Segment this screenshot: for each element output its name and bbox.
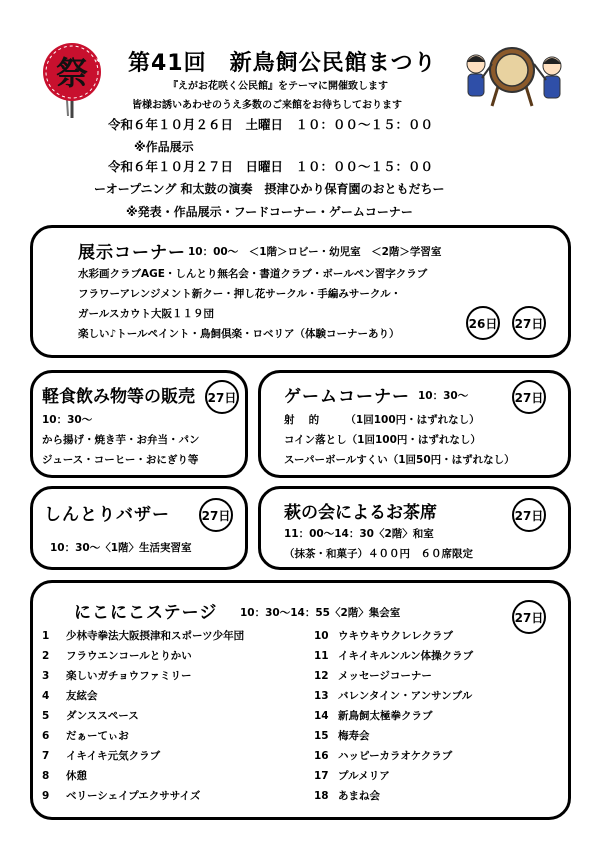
stage-program-item <box>42 768 87 783</box>
exhibit-day-badge-27: 27日 <box>512 306 546 340</box>
invite-line: 皆様お誘いあわせのうえ多数のご来館をお待ちしております <box>132 100 402 111</box>
stage-program-item <box>314 688 472 703</box>
stage-program-item <box>314 768 390 783</box>
program-name: プルメリア <box>338 770 390 782</box>
tea-line-2: （抹茶・和菓子）４００円 ６０席限定 <box>284 548 473 560</box>
food-day-badge: 27日 <box>205 380 239 414</box>
game-line-3: スーパーボールすくい（1回50円・はずれなし） <box>284 454 515 466</box>
exhibit-detail: 10：00〜 ＜1階＞ロビー・幼児室 ＜2階＞学習室 <box>188 246 442 258</box>
stage-program-item <box>314 668 432 683</box>
tea-day-badge: 27日 <box>512 498 546 532</box>
stage-program-item <box>42 708 139 723</box>
program-number: 12 <box>314 670 329 682</box>
stage-program-item <box>314 628 453 643</box>
program-number: 2 <box>42 650 50 662</box>
stage-program-item <box>314 748 452 763</box>
program-number: 9 <box>42 790 50 802</box>
program-number: 14 <box>314 710 329 722</box>
stage-program-item <box>42 788 200 803</box>
program-number: 1 <box>42 630 50 642</box>
exhibit-line-1: 水彩画クラブAGE・しんとり無名会・書道クラブ・ボールペン習字クラブ <box>78 268 428 280</box>
exhibit-title: 展示コーナー <box>78 243 186 263</box>
program-name: 梅寿会 <box>338 730 370 742</box>
game-time: 10：30〜 <box>418 390 469 402</box>
bazaar-detail: 10：30〜〈1階〉生活実習室 <box>50 542 192 554</box>
stage-program-item <box>42 628 244 643</box>
exhibit-line-4: 楽しい♪トールペイント・鳥飼倶楽・ロベリア（体験コーナーあり） <box>78 328 400 340</box>
program-name: イキイキ元気クラブ <box>66 750 161 762</box>
note-line-1: ※作品展示 <box>134 140 194 154</box>
program-number: 17 <box>314 770 329 782</box>
stage-program-item <box>42 668 191 683</box>
food-line-1: 10：30〜 <box>42 414 93 426</box>
food-line-2: から揚げ・焼き芋・お弁当・パン <box>42 434 200 446</box>
program-name: イキイキルンルン体操クラブ <box>338 650 474 662</box>
program-name: 休憩 <box>66 770 87 782</box>
stage-program-item <box>314 788 380 803</box>
bazaar-day-badge: 27日 <box>199 498 233 532</box>
stage-day-badge: 27日 <box>512 600 546 634</box>
program-name: ベリーシェイプエクササイズ <box>66 790 201 802</box>
tea-line-1: 11：00〜14：30〈2階〉和室 <box>284 528 434 540</box>
program-number: 16 <box>314 750 329 762</box>
page-title: 第41回 新鳥飼公民館まつり <box>128 51 437 76</box>
tea-title: 萩の会によるお茶席 <box>284 503 437 523</box>
game-line-2: コイン落とし（1回100円・はずれなし） <box>284 434 481 446</box>
stage-program-item <box>314 648 473 663</box>
stage-detail: 10：30〜14：55〈2階〉集会室 <box>240 607 401 619</box>
program-number: 8 <box>42 770 50 782</box>
program-number: 4 <box>42 690 50 702</box>
opening-line: ーオープニング 和太鼓の演奏 摂津ひかり保育園のおともだちー <box>94 182 445 196</box>
svg-text:✱: ✱ <box>96 57 102 64</box>
program-name: ウキウキウクレレクラブ <box>338 630 454 642</box>
program-number: 18 <box>314 790 329 802</box>
stage-program-item <box>42 748 160 763</box>
program-name: あまね会 <box>338 790 380 802</box>
stage-program-item <box>42 688 98 703</box>
taiko-drum-illustration <box>460 40 570 110</box>
stage-program-item <box>314 728 370 743</box>
program-name: だぁーてぃお <box>66 730 129 742</box>
stage-program-item <box>42 648 192 663</box>
stage-title: にこにこステージ <box>74 603 218 623</box>
game-day-badge: 27日 <box>512 380 546 414</box>
exhibit-day-badge-26: 26日 <box>466 306 500 340</box>
note-line-2: ※発表・作品展示・フードコーナー・ゲームコーナー <box>126 205 413 219</box>
program-name: 新鳥飼太極拳クラブ <box>338 710 433 722</box>
game-line-1: 射 的 （1回100円・はずれなし） <box>284 414 480 426</box>
program-number: 13 <box>314 690 329 702</box>
bazaar-title: しんとりバザー <box>44 505 170 525</box>
program-name: ハッピーカラオケクラブ <box>338 750 453 762</box>
program-name: 友絃会 <box>66 690 98 702</box>
theme-line: 『えがお花咲く公民館』をテーマに開催致します <box>168 81 388 92</box>
program-name: バレンタイン・アンサンブル <box>338 690 473 702</box>
logo-character: 祭 <box>55 54 89 92</box>
program-number: 7 <box>42 750 50 762</box>
game-title: ゲームコーナー <box>284 387 410 407</box>
stage-program-item <box>314 708 433 723</box>
food-title: 軽食飲み物等の販売 <box>42 387 195 407</box>
program-number: 15 <box>314 730 329 742</box>
exhibit-line-2: フラワーアレンジメント新クー・押し花サークル・手編みサークル・ <box>78 288 402 300</box>
date-line-2: 令和６年１０月２７日 日曜日 １０：００〜１５：００ <box>108 159 434 174</box>
program-number: 6 <box>42 730 50 742</box>
stage-program-item <box>42 728 129 743</box>
date-line-1: 令和６年１０月２６日 土曜日 １０：００〜１５：００ <box>108 117 434 132</box>
program-name: 少林寺拳法大阪摂津和スポーツ少年団 <box>66 630 245 642</box>
food-line-3: ジュース・コーヒー・おにぎり等 <box>42 454 199 466</box>
program-number: 5 <box>42 710 50 722</box>
program-name: メッセージコーナー <box>338 670 432 682</box>
festival-logo <box>36 40 108 120</box>
program-name: 楽しいガチョウファミリー <box>66 670 192 682</box>
exhibit-line-3: ガールスカウト大阪１１９団 <box>78 308 214 320</box>
program-name: フラウエンコールとりかい <box>66 650 192 662</box>
program-name: ダンススペース <box>66 710 139 722</box>
program-number: 3 <box>42 670 50 682</box>
program-number: 10 <box>314 630 329 642</box>
program-number: 11 <box>314 650 329 662</box>
